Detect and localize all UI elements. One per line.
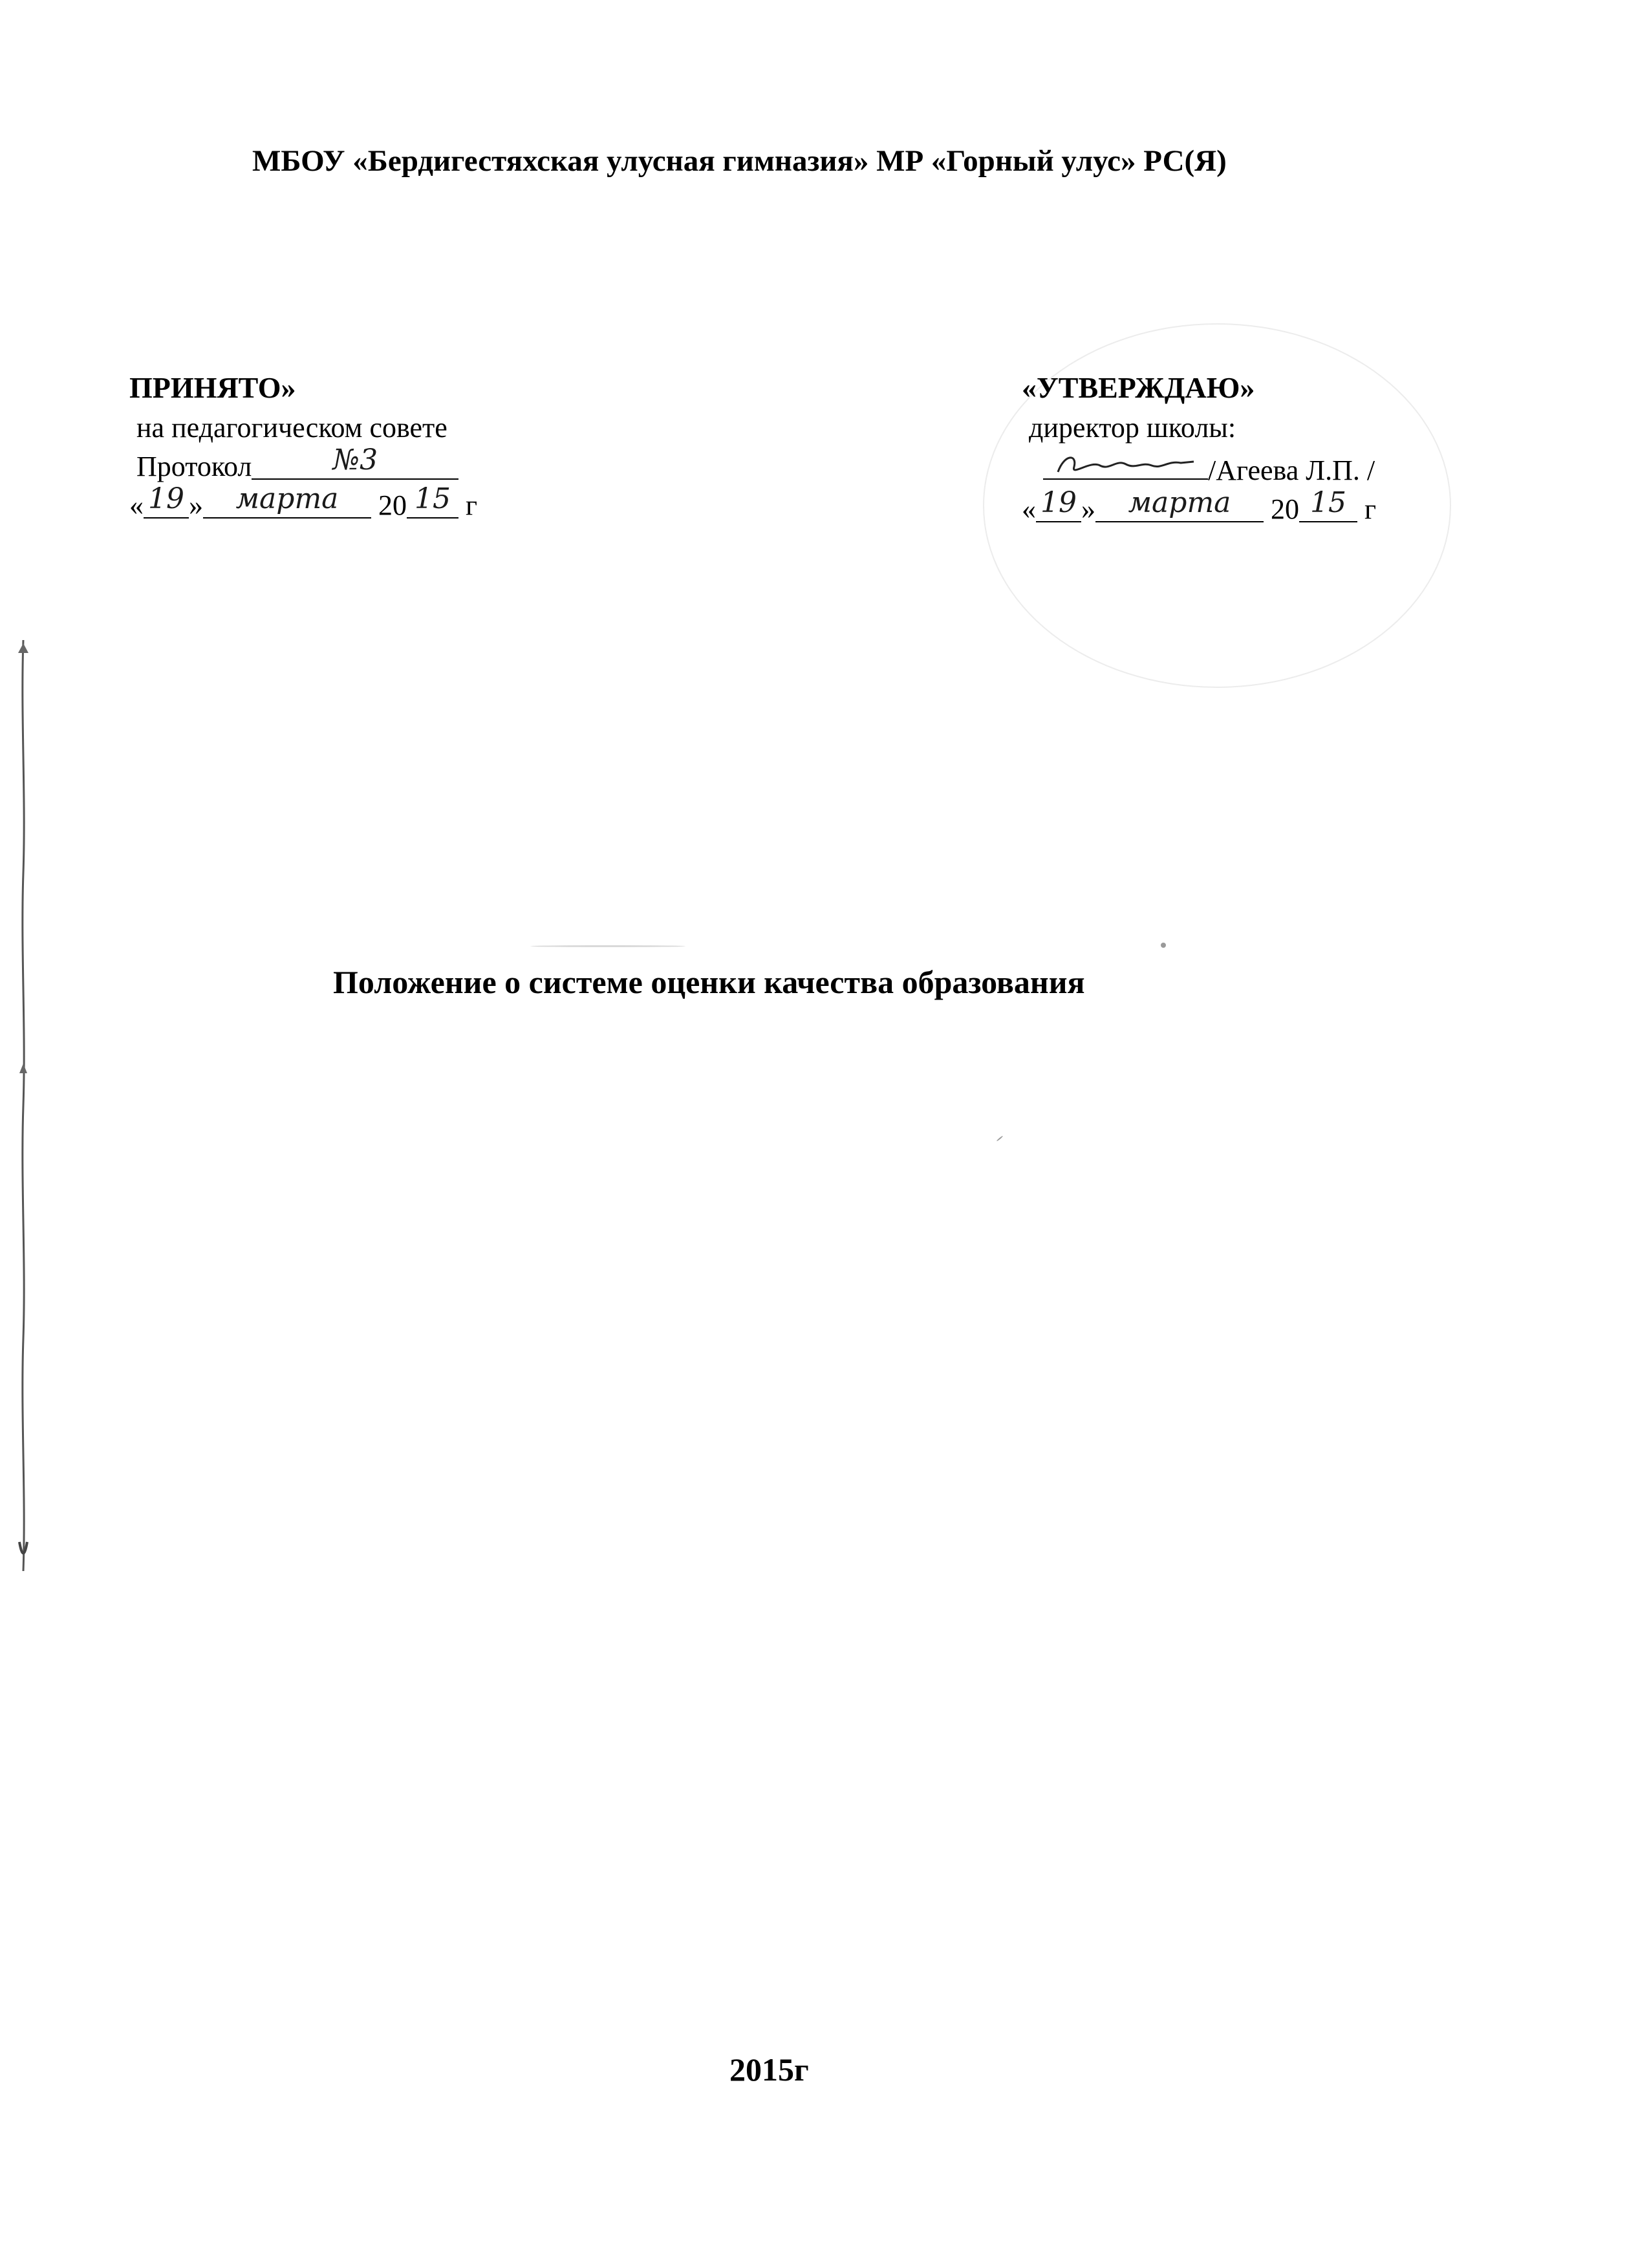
protocol-number-handwritten: №3 xyxy=(332,444,378,476)
binding-thread-icon xyxy=(14,640,34,1571)
day-blank xyxy=(144,482,189,519)
date-line-right: « 19 » марта 20 15 г xyxy=(1022,486,1377,525)
handwritten-signature-icon xyxy=(1051,447,1200,480)
scan-speck xyxy=(997,1135,1003,1141)
document-title: Положение о системе оценки качества образования xyxy=(333,964,1085,1000)
year-handwritten: 15 xyxy=(415,482,451,515)
month-handwritten: марта xyxy=(235,482,339,515)
year-blank xyxy=(407,482,458,519)
organization-header: МБОУ «Бердигестяхская улусная гимназия» МР «Горный улус» РС(Я) xyxy=(252,144,1227,178)
approve-heading: «УТВЕРЖДАЮ» xyxy=(1022,371,1255,404)
day-blank-right xyxy=(1036,486,1081,522)
date-line: « 19 » марта 20 15 г xyxy=(129,482,478,521)
scan-speck xyxy=(530,945,685,947)
council-line: на педагогическом совете xyxy=(136,412,447,444)
document-year: 2015г xyxy=(729,2051,809,2088)
accepted-block xyxy=(129,369,477,525)
month-blank-right xyxy=(1095,486,1264,522)
signature-line: /Агеева Л.П. / xyxy=(1022,447,1376,490)
year-handwritten-right: 15 xyxy=(1310,486,1346,519)
day-handwritten: 19 xyxy=(148,482,184,515)
protocol-line: Протокол №3 xyxy=(129,447,477,486)
protocol-number-blank xyxy=(252,444,458,480)
approve-block xyxy=(1022,369,1376,529)
month-handwritten-right: марта xyxy=(1128,486,1231,519)
day-handwritten-right: 19 xyxy=(1040,486,1077,519)
year-blank-right xyxy=(1299,486,1357,522)
director-line: директор школы: xyxy=(1029,412,1236,444)
signature-blank xyxy=(1043,447,1208,480)
month-blank xyxy=(203,482,371,519)
scan-speck xyxy=(1161,943,1166,948)
accepted-heading: ПРИНЯТО» xyxy=(129,371,296,404)
